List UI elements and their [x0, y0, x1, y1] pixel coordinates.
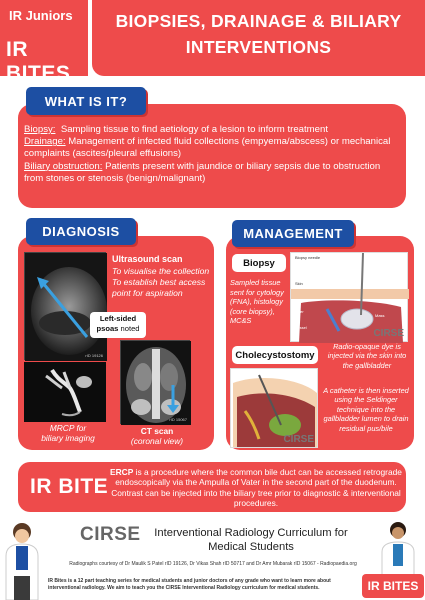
brand-logo	[0, 0, 88, 85]
psoas-note	[90, 312, 146, 338]
cirse-mini-logo: CIRSE	[283, 434, 314, 445]
diagram-label: Biopsy needle	[295, 255, 321, 260]
psoas-rest: noted	[120, 324, 140, 333]
diagram-label: Vessel	[295, 325, 307, 330]
what-is-it-panel	[18, 104, 406, 208]
image-ref: rID 15067	[169, 417, 187, 422]
doctor-figure-left	[0, 516, 44, 600]
doctor-left-graphic	[0, 516, 44, 600]
diagram-label: Skin	[295, 281, 303, 286]
ultrasound-text: To visualise the collection To establish best access point for aspiration	[112, 266, 210, 298]
ir-bite-logo: IR BITE	[30, 475, 109, 498]
ultrasound-image	[24, 252, 106, 360]
ultrasound-title: Ultrasound scan	[112, 254, 183, 264]
ct-graphic	[121, 341, 191, 425]
biopsy-text: Sampled tissue sent for cytology (FNA), histology (core biopsy), MC&S	[230, 278, 284, 326]
doctor-right-graphic	[372, 518, 422, 576]
chole-text-1: Radio-opaque dye is injected via the skin into the gallbladder	[327, 342, 407, 370]
chole-text-2: A catheter is then inserted using the Seldinger technique into the gallbladder lumen to drain residual pus/bile	[323, 386, 409, 433]
what-item-drainage	[24, 136, 398, 160]
biopsy-tag: Biopsy	[232, 254, 286, 272]
image-credits: Radiographs courtesy of Dr Maulik S Patel rID 19126, Dr Vikas Shah rID 50717 and Dr Amr Mubarak rID 15067 - Radiopaedia.org	[69, 561, 357, 567]
ercp-bold: ERCP	[110, 467, 134, 477]
ir-bites-footer-logo: IR BITES	[362, 574, 424, 598]
diagnosis-label: DIAGNOSIS	[26, 218, 136, 245]
ercp-panel	[18, 462, 406, 512]
what-is-it-label: WHAT IS IT?	[26, 87, 146, 115]
page-title-banner	[92, 0, 425, 76]
series-blurb: IR Bites is a 12 part teaching series for medical students and junior doctors of any grade who want to learn more about interventional radiology. We aim to teach you the CIRSE Interventional Radiology curriculum for medical students.	[48, 578, 331, 591]
page-title	[102, 8, 415, 60]
what-item-biliary	[24, 161, 398, 185]
mrcp-caption-1: MRCP for	[49, 423, 87, 433]
mrcp-caption	[34, 423, 102, 443]
term-drainage: Drainage:	[24, 136, 66, 148]
cirse-logo	[80, 524, 141, 546]
term-biliary: Biliary obstruction:	[24, 160, 103, 172]
ct-caption-2: (coronal view)	[130, 436, 184, 446]
ultrasound-graphic	[25, 253, 107, 361]
management-panel	[226, 236, 414, 450]
cholecystostomy-tag: Cholecystostomy	[232, 346, 318, 364]
cirse-logo-text: CIRSE	[80, 524, 141, 545]
what-text: Patients present with jaundice or biliary sepsis due to obstruction from stones or stenosis (benign/malignant)	[24, 160, 381, 184]
diagnosis-panel	[18, 236, 214, 450]
ct-caption	[122, 426, 192, 446]
diagram-label: Mass	[375, 313, 385, 318]
title-line-1: BIOPSIES, DRAINAGE & BILIARY	[115, 11, 402, 31]
doctor-figure-right	[372, 518, 422, 576]
psoas-line-1: Left-sided	[99, 314, 137, 323]
term-biopsy: Biopsy:	[24, 124, 56, 135]
mrcp-caption-2: biliary imaging	[41, 433, 95, 443]
curriculum-title	[146, 526, 356, 554]
curriculum-line-1: Interventional Radiology Curriculum for	[154, 527, 348, 539]
management-label: MANAGEMENT	[232, 220, 354, 247]
diagram-label: Liver	[295, 309, 304, 314]
ercp-body: is a procedure where the common bile duct can be accessed retrograde endoscopically via the Ampulla of Vater in the second part of the duodenum. Contrast can be injected into the biliary tree prior to diagnostic & interventional procedures.	[111, 467, 402, 509]
what-text: Management of infected fluid collections (empyema/abscess) or mechanical complaints (ascites/pleural effusions)	[24, 136, 391, 160]
mrcp-graphic	[24, 362, 106, 422]
ercp-text	[110, 467, 402, 509]
ct-caption-1: CT scan	[140, 426, 174, 436]
what-text: Sampling tissue to find aetiology of a lesion to inform treatment	[60, 124, 328, 135]
curriculum-line-2: Medical Students	[208, 541, 294, 553]
psoas-bold: psoas	[96, 324, 119, 333]
cirse-mini-logo: CIRSE	[373, 328, 404, 339]
biopsy-diagram	[290, 252, 408, 342]
cholecystostomy-diagram	[230, 368, 318, 448]
mrcp-image	[24, 362, 106, 422]
what-item-biopsy	[24, 124, 398, 136]
brand-main-text: IR BITES	[6, 38, 71, 85]
brand-top-text: IR Juniors	[9, 8, 73, 23]
title-line-2: INTERVENTIONS	[185, 37, 332, 57]
image-ref: rID 19126	[85, 353, 103, 358]
ct-image	[120, 340, 190, 424]
